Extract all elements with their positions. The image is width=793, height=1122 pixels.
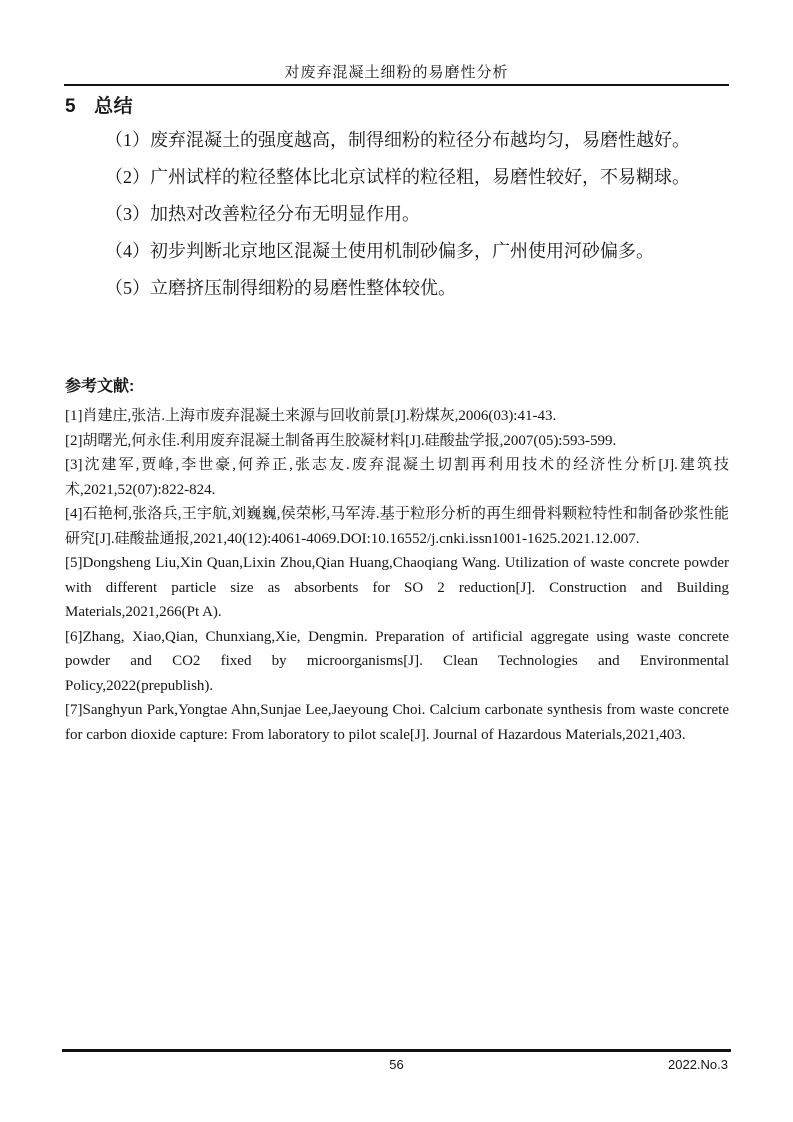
conclusions-list <box>65 122 733 307</box>
running-header-title: 对废弃混凝土细粉的易磨性分析 <box>284 65 509 81</box>
section-title: 总结 <box>94 96 134 117</box>
conclusion-item-1: （1）废弃混凝土的强度越高，制得细粉的粒径分布越均匀，易磨性越好。 <box>105 130 690 150</box>
page-number: 56 <box>389 1057 404 1072</box>
section-number: 5 <box>65 96 77 117</box>
conclusion-item-2: （2）广州试样的粒径整体比北京试样的粒径粗，易磨性较好，不易糊球。 <box>105 167 690 187</box>
reference-item-1: [1]肖建庄,张洁.上海市废弃混凝土来源与回收前景[J].粉煤灰,2006(03):41-43. <box>65 408 557 424</box>
references-heading: 参考文献: <box>65 378 135 395</box>
conclusion-item-3: （3）加热对改善粒径分布无明显作用。 <box>105 204 420 224</box>
reference-item-3: [3]沈建军,贾峰,李世豪,何养正,张志友.废弃混凝土切割再利用技术的经济性分析[J].建筑技术,2021,52(07):822-824. <box>65 457 729 498</box>
footer-rule <box>62 1049 731 1052</box>
header-rule <box>64 84 729 86</box>
conclusion-item-4: （4）初步判断北京地区混凝土使用机制砂偏多，广州使用河砂偏多。 <box>105 241 654 261</box>
reference-item-4: [4]石艳柯,张洛兵,王宇航,刘巍巍,侯荣彬,马军涛.基于粒形分析的再生细骨料颗粒特性和制备砂浆性能研究[J].硅酸盐通报,2021,40(12):4061-4069.DOI:10.16552/j.cnki.issn1001-1625.2021.12.007. <box>65 506 729 547</box>
issue-label: 2022.No.3 <box>668 1057 728 1072</box>
reference-item-5: [5]Dongsheng Liu,Xin Quan,Lixin Zhou,Qian Huang,Chaoqiang Wang. Utilization of waste concrete powder with different particle size as absorbents for SO 2 reduction[J]. Construction and Building Materials,2021,266(Pt A). <box>65 555 729 620</box>
section-heading <box>65 91 133 118</box>
reference-item-2: [2]胡曙光,何永佳.利用废弃混凝土制备再生胶凝材料[J].硅酸盐学报,2007(05):593-599. <box>65 432 617 449</box>
reference-item-6: [6]Zhang, Xiao,Qian, Chunxiang,Xie, Dengmin. Preparation of artificial aggregate using waste concrete powder and CO2 fixed by microorganisms[J]. Clean Technologies and Environmental Policy,2022(prepublish). <box>65 628 729 694</box>
reference-item-7: [7]Sanghyun Park,Yongtae Ahn,Sunjae Lee,Jaeyoung Choi. Calcium carbonate synthesis from waste concrete for carbon dioxide capture: From laboratory to pilot scale[J]. Journal of Hazardous Materials,2021,403. <box>65 702 729 743</box>
references-section <box>65 376 729 747</box>
conclusion-item-5: （5）立磨挤压制得细粉的易磨性整体较优。 <box>105 278 456 298</box>
